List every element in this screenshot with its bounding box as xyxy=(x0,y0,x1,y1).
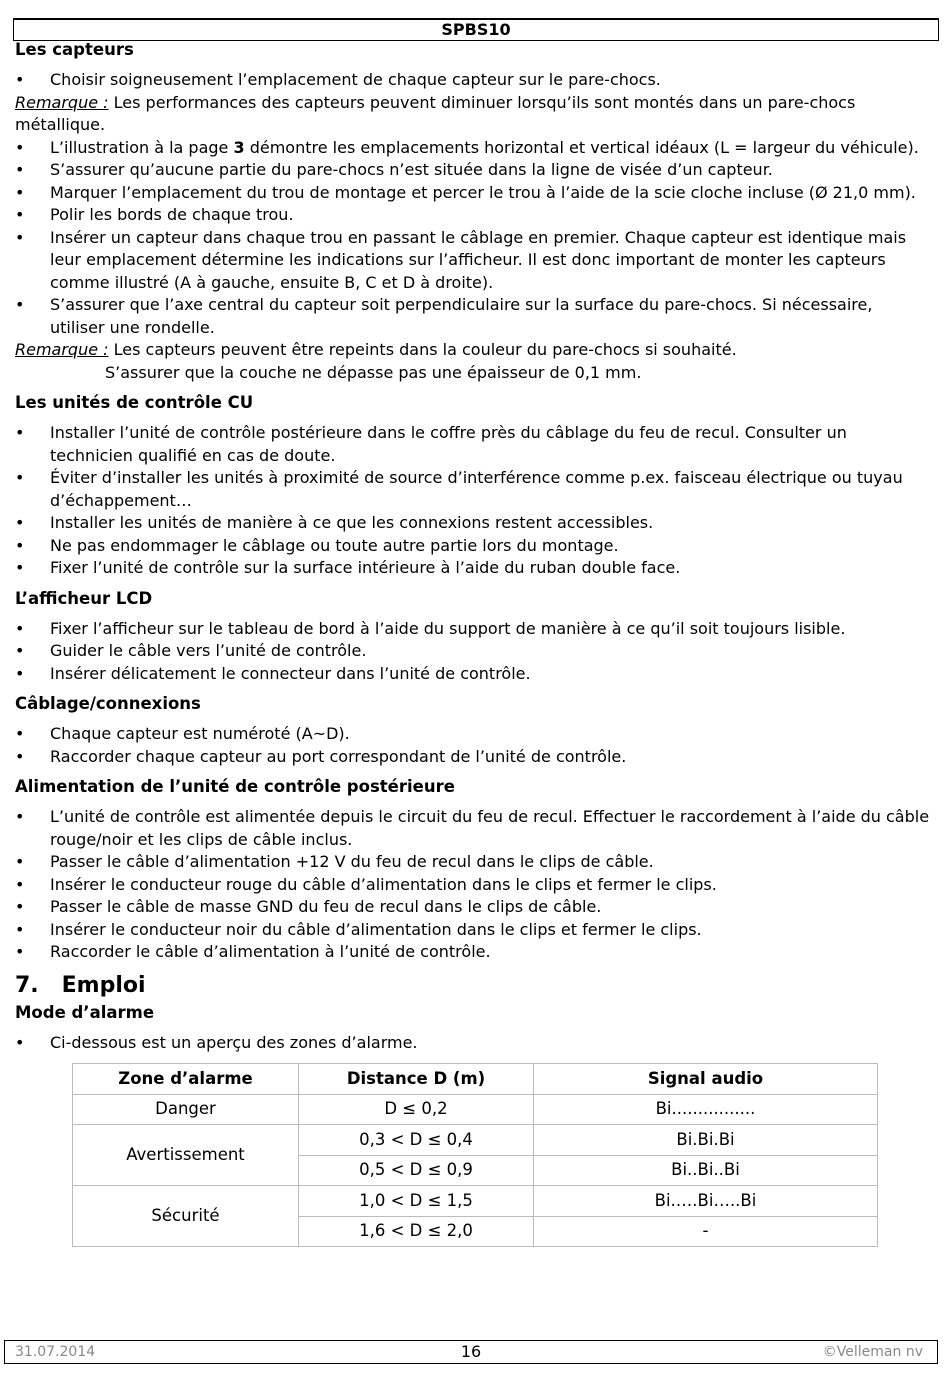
note-label: Remarque : xyxy=(15,340,109,359)
list-item: • Choisir soigneusement l’emplacement de chaque capteur sur le pare-chocs. xyxy=(15,69,930,92)
zone-cell: Danger xyxy=(73,1094,299,1125)
signal-cell: Bi.Bi.Bi xyxy=(534,1125,878,1156)
note-capteurs-1 xyxy=(15,92,930,137)
distance-cell: D ≤ 0,2 xyxy=(299,1094,534,1125)
list-item: • Installer les unités de manière à ce que les connexions restent accessibles. xyxy=(15,512,930,535)
list-item: • Chaque capteur est numéroté (A~D). xyxy=(15,723,930,746)
list-item: • Insérer le conducteur rouge du câble d’alimentation dans le clips et fermer le clips. xyxy=(15,874,930,897)
list-item: • S’assurer qu’aucune partie du pare-chocs n’est située dans la ligne de visée d’un capteur. xyxy=(15,159,930,182)
zone-cell: Sécurité xyxy=(73,1186,299,1247)
distance-cell: 0,3 < D ≤ 0,4 xyxy=(299,1125,534,1156)
section-title-mode-alarme: Mode d’alarme xyxy=(15,1002,155,1022)
page-ref: 3 xyxy=(233,137,245,157)
table-header-cell: Zone d’alarme xyxy=(73,1064,299,1095)
list-item-text: démontre les emplacements horizontal et vertical idéaux (L = largeur du véhicule). xyxy=(244,137,919,157)
distance-cell: 0,5 < D ≤ 0,9 xyxy=(299,1155,534,1186)
unites-list xyxy=(15,422,930,580)
alarm-zones-table xyxy=(72,1063,878,1247)
list-item: • Ci-dessous est un aperçu des zones d’alarme. xyxy=(15,1032,930,1055)
list-item-text: L’illustration à la page xyxy=(50,137,234,157)
list-item: • Ne pas endommager le câblage ou toute autre partie lors du montage. xyxy=(15,535,930,558)
section-title-unites: Les unités de contrôle CU xyxy=(15,393,254,412)
table-header-cell: Signal audio xyxy=(534,1064,878,1095)
list-item: • Insérer un capteur dans chaque trou en passant le câblage en premier. Chaque capteur est identique mais leur emplacement détermine les indications sur l’afficheur. Il est donc important de monter les capteurs comme illustré (A à gauche, ensuite B, C et D à droite). xyxy=(15,227,930,295)
signal-cell: Bi..Bi..Bi xyxy=(534,1155,878,1186)
list-item: • Éviter d’installer les unités à proximité de source d’interférence comme p.ex. faisceau électrique ou tuyau d’échappement… xyxy=(15,467,930,512)
list-item xyxy=(15,137,930,160)
table-row xyxy=(73,1094,878,1125)
table-row xyxy=(73,1186,878,1217)
signal-cell: Bi................ xyxy=(534,1094,878,1125)
signal-cell: Bi.….Bi…..Bi xyxy=(534,1186,878,1217)
section-title-cablage: Câblage/connexions xyxy=(15,694,201,713)
list-item: • L’unité de contrôle est alimentée depuis le circuit du feu de recul. Effectuer le raccordement à l’aide du câble rouge/noir et les clips de câble inclus. xyxy=(15,806,930,851)
list-item: • Raccorder chaque capteur au port correspondant de l’unité de contrôle. xyxy=(15,746,930,769)
list-item: • Installer l’unité de contrôle postérieure dans le coffre près du câblage du feu de recul. Consulter un technicien qualifié en cas de doute. xyxy=(15,422,930,467)
signal-cell: - xyxy=(534,1216,878,1247)
list-item: • Marquer l’emplacement du trou de montage et percer le trou à l’aide de la scie cloche incluse (Ø 21,0 mm). xyxy=(15,182,930,205)
afficheur-list xyxy=(15,618,930,686)
cablage-list xyxy=(15,723,930,768)
distance-cell: 1,0 < D ≤ 1,5 xyxy=(299,1186,534,1217)
list-item: • S’assurer que l’axe central du capteur soit perpendiculaire sur la surface du pare-chocs. Si nécessaire, utiliser une rondelle. xyxy=(15,294,930,339)
list-item: • Fixer l’unité de contrôle sur la surface intérieure à l’aide du ruban double face. xyxy=(15,557,930,580)
section-title-capteurs: Les capteurs xyxy=(15,40,134,59)
note-label: Remarque : xyxy=(15,92,109,112)
list-item: • Insérer le conducteur noir du câble d’alimentation dans le clips et fermer le clips. xyxy=(15,919,930,942)
zone-cell: Avertissement xyxy=(73,1125,299,1186)
page-footer xyxy=(4,1340,938,1364)
section-title-alimentation: Alimentation de l’unité de contrôle postérieure xyxy=(15,777,455,796)
note-text: Les capteurs peuvent être repeints dans la couleur du pare-chocs si souhaité. xyxy=(108,340,737,359)
emploi-list xyxy=(15,1032,930,1055)
table-row xyxy=(73,1125,878,1156)
table-header-row xyxy=(73,1064,878,1095)
page-number: 16 xyxy=(460,1342,482,1361)
list-item: • Guider le câble vers l’unité de contrôle. xyxy=(15,640,930,663)
footer-copyright: ©Velleman nv xyxy=(822,1344,923,1360)
table-header-cell: Distance D (m) xyxy=(299,1064,534,1095)
list-item: • Passer le câble d’alimentation +12 V du feu de recul dans le clips de câble. xyxy=(15,851,930,874)
list-item: • Insérer délicatement le connecteur dans l’unité de contrôle. xyxy=(15,663,930,686)
chapter-title-emploi: 7. Emploi xyxy=(15,972,146,998)
note-text: Les performances des capteurs peuvent diminuer lorsqu’ils sont montés dans un pare-chocs métallique. xyxy=(15,92,856,134)
list-item: • Polir les bords de chaque trou. xyxy=(15,204,930,227)
capteurs-list xyxy=(15,69,930,92)
footer-date: 31.07.2014 xyxy=(15,1344,96,1360)
list-item: • Raccorder le câble d’alimentation à l’unité de contrôle. xyxy=(15,941,930,964)
document-title: SPBS10 xyxy=(441,20,511,39)
distance-cell: 1,6 < D ≤ 2,0 xyxy=(299,1216,534,1247)
list-item: • Passer le câble de masse GND du feu de recul dans le clips de câble. xyxy=(15,896,930,919)
list-item: • Fixer l’afficheur sur le tableau de bord à l’aide du support de manière à ce qu’il soit toujours lisible. xyxy=(15,618,930,641)
note-text-line2: S’assurer que la couche ne dépasse pas une épaisseur de 0,1 mm. xyxy=(105,362,642,382)
alimentation-list xyxy=(15,806,930,964)
page-content xyxy=(15,38,930,1247)
capteurs-list-2 xyxy=(15,137,930,340)
note-capteurs-2 xyxy=(15,339,930,362)
section-title-afficheur: L’afficheur LCD xyxy=(15,588,153,608)
